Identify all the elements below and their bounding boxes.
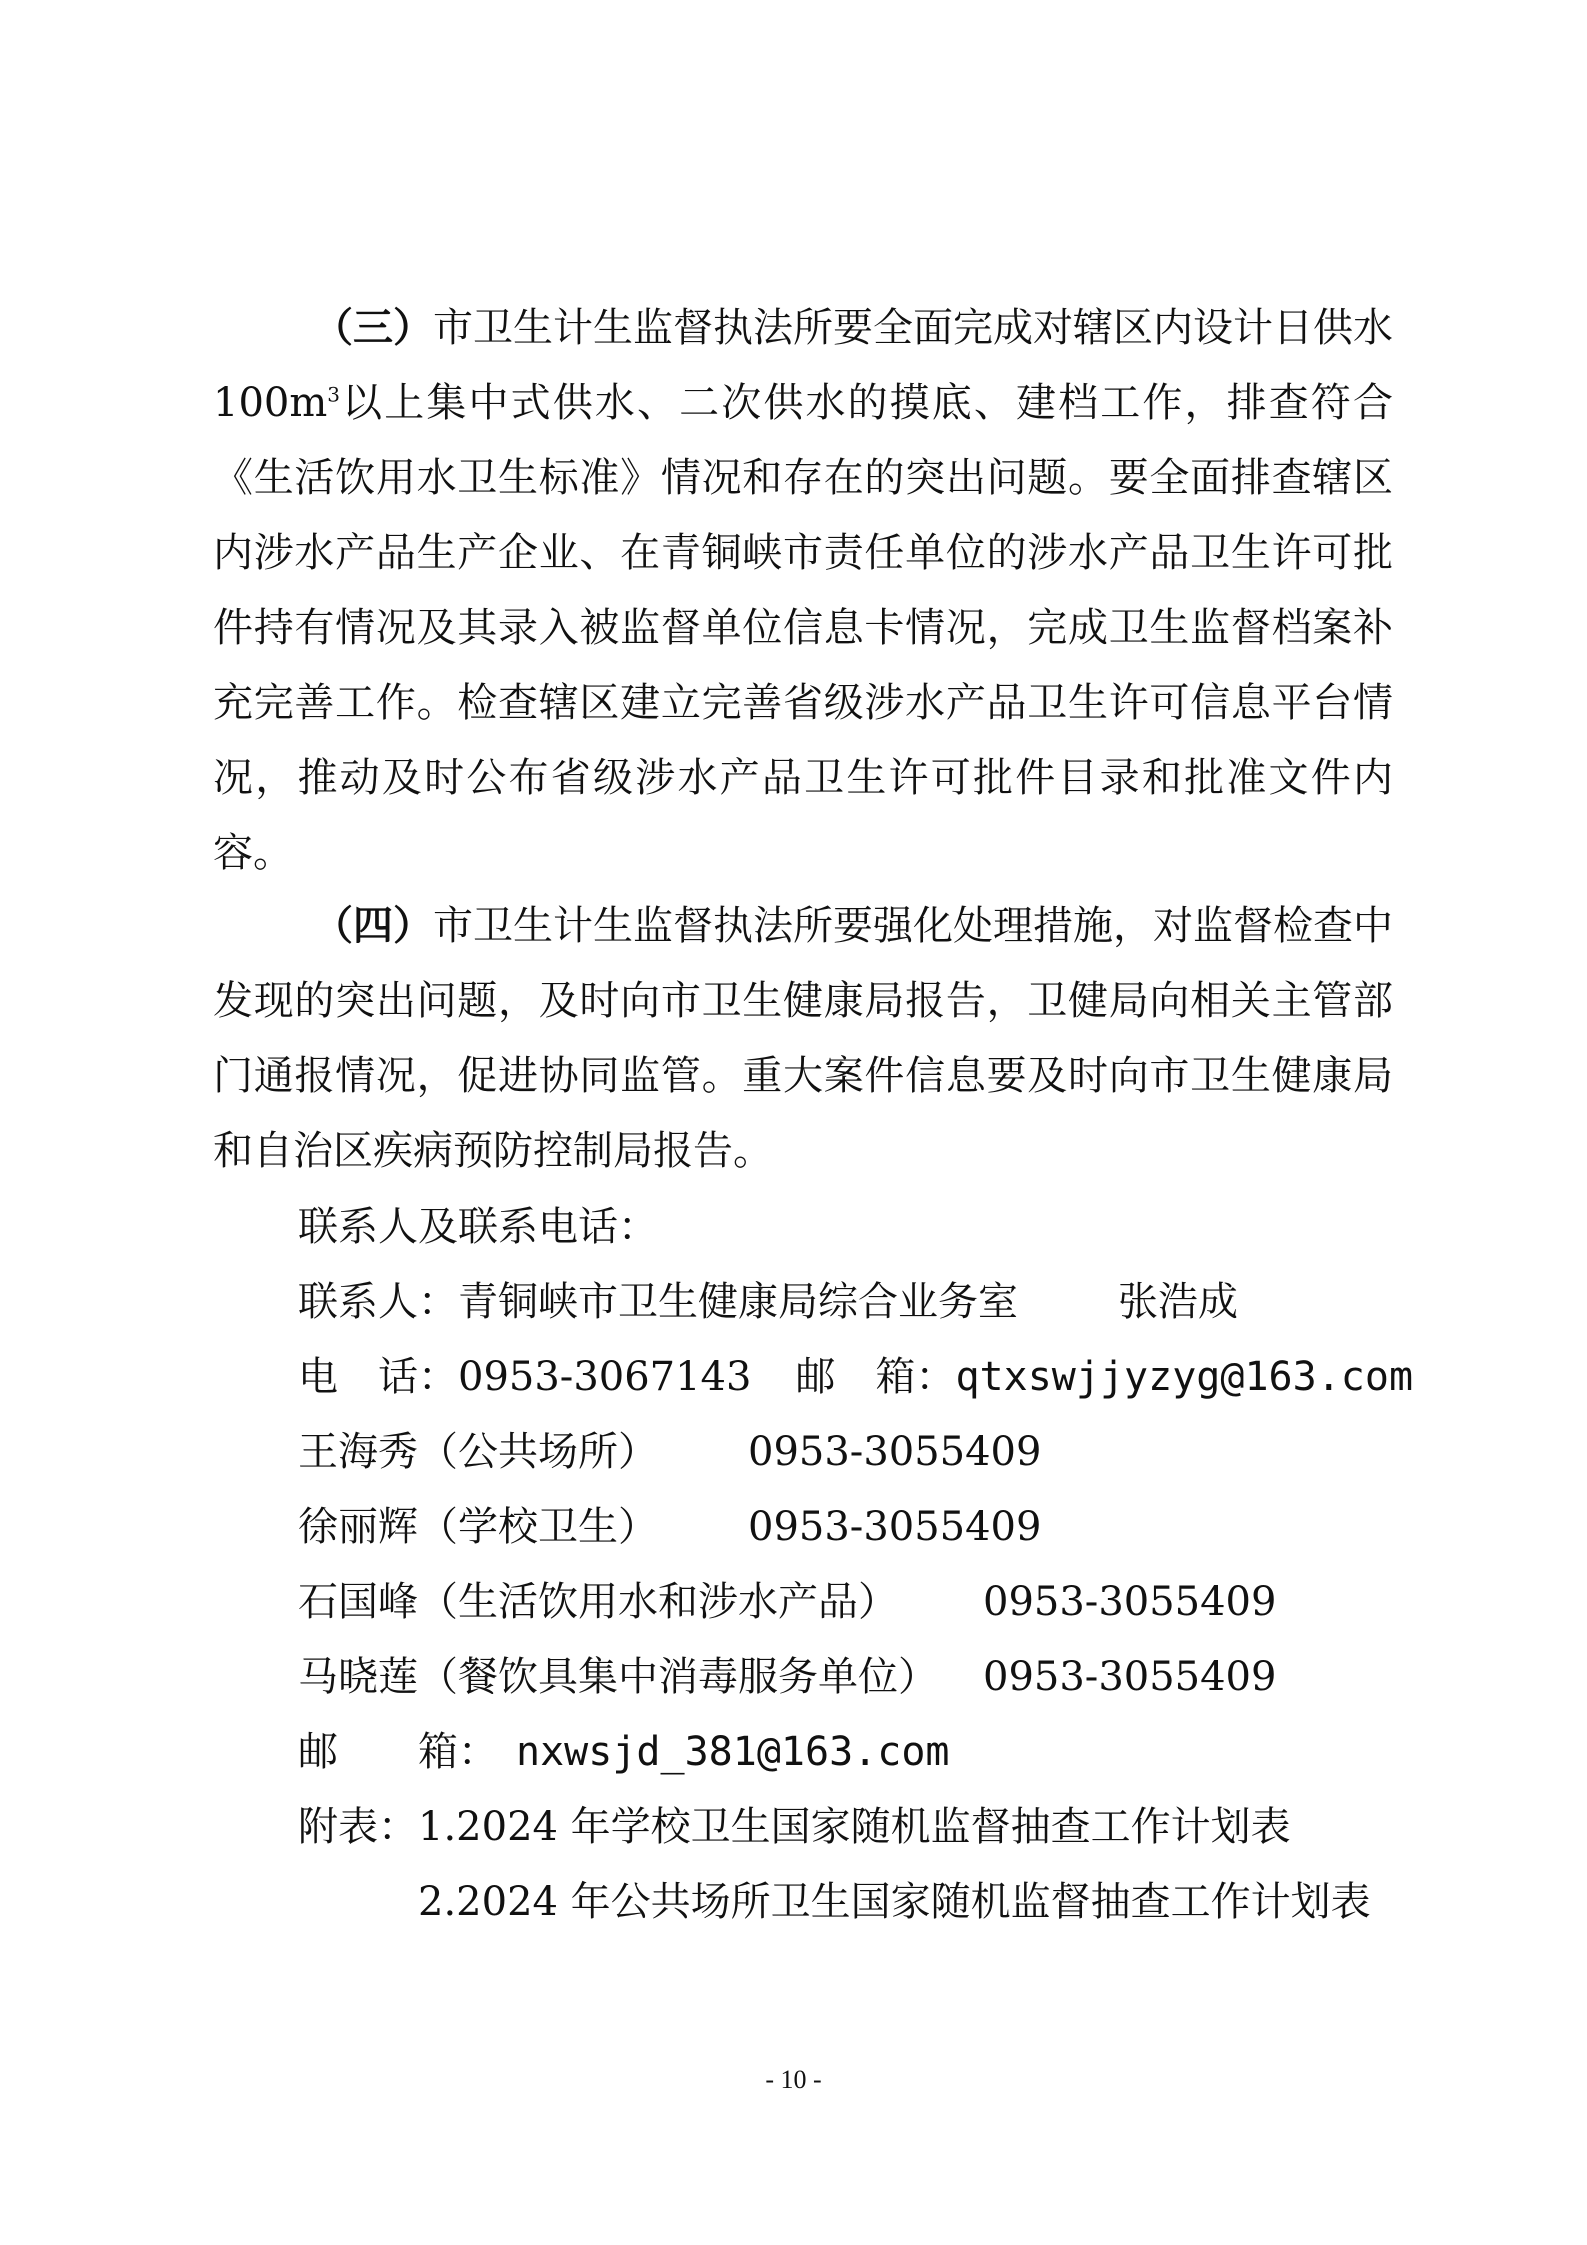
attachment-item: 2.2024 年公共场所卫生国家随机监督抽查工作计划表	[418, 1879, 1371, 1925]
contact-name: 张浩成	[1118, 1279, 1238, 1325]
email-label: 邮 箱：	[795, 1354, 956, 1400]
email-value: qtxswjjyzyg@163.com	[955, 1354, 1414, 1400]
phone-email-line	[298, 1340, 1413, 1415]
person-line	[298, 1565, 1276, 1640]
mailbox-line	[298, 1715, 949, 1790]
section-4-text: 市卫生计生监督执法所要强化处理措施，对监督检查中发现的突出问题，及时向市卫生健康局报告，卫健局向相关主管部门通报情况，促进协同监管。重大案件信息要及时向市卫生健康局和自治区疾病预防控制局报告。	[213, 903, 1393, 1174]
attachment-line	[418, 1865, 1371, 1940]
section-4-number: （四）	[313, 902, 433, 949]
contact-label: 联系人：	[298, 1279, 458, 1325]
person-name: 徐丽辉（学校卫生）	[298, 1504, 658, 1550]
paragraph-section-4	[213, 888, 1393, 1189]
person-name: 马晓莲（餐饮具集中消毒服务单位）	[298, 1654, 938, 1700]
person-phone: 0953-3055409	[748, 1429, 1042, 1475]
section-3-text-b: 以上集中式供水、二次供水的摸底、建档工作，排查符合《生活饮用水卫生标准》情况和存在的突出问题。要全面排查辖区内涉水产品生产企业、在青铜峡市责任单位的涉水产品卫生许可批件持有情况及其录入被监督单位信息卡情况，完成卫生监督档案补充完善工作。检查辖区建立完善省级涉水产品卫生许可信息平台情况，推动及时公布省级涉水产品卫生许可批件目录和批准文件内容。	[213, 380, 1393, 876]
mailbox-label: 邮 箱：	[298, 1729, 498, 1775]
superscript-cubic: 3	[327, 382, 341, 407]
phone-label: 电 话：	[298, 1354, 458, 1400]
person-name: 石国峰（生活饮用水和涉水产品）	[298, 1579, 898, 1625]
page-number: - 10 -	[765, 2065, 822, 2094]
phone-value: 0953-3067143	[458, 1354, 752, 1400]
person-phone: 0953-3055409	[983, 1654, 1277, 1700]
attachment-label: 附表：	[298, 1804, 418, 1850]
person-name: 王海秀（公共场所）	[298, 1429, 658, 1475]
contacts-heading: 联系人及联系电话：	[298, 1204, 658, 1250]
attachment-line	[298, 1790, 1291, 1865]
person-line	[298, 1415, 1041, 1490]
contact-person-line	[298, 1265, 1238, 1340]
attachment-item: 1.2024 年学校卫生国家随机监督抽查工作计划表	[418, 1804, 1291, 1850]
person-line	[298, 1640, 1276, 1715]
person-phone: 0953-3055409	[983, 1579, 1277, 1625]
section-3-number: （三）	[313, 304, 433, 351]
person-phone: 0953-3055409	[748, 1504, 1042, 1550]
section-3-text-a: 市卫生计生监督执法所要全面完成对辖区内设计日供水 100m	[213, 305, 1393, 426]
mailbox-value: nxwsjd_381@163.com	[516, 1729, 950, 1775]
contact-org: 青铜峡市卫生健康局综合业务室	[458, 1279, 1018, 1325]
person-line	[298, 1490, 1041, 1565]
paragraph-section-3	[213, 290, 1393, 891]
